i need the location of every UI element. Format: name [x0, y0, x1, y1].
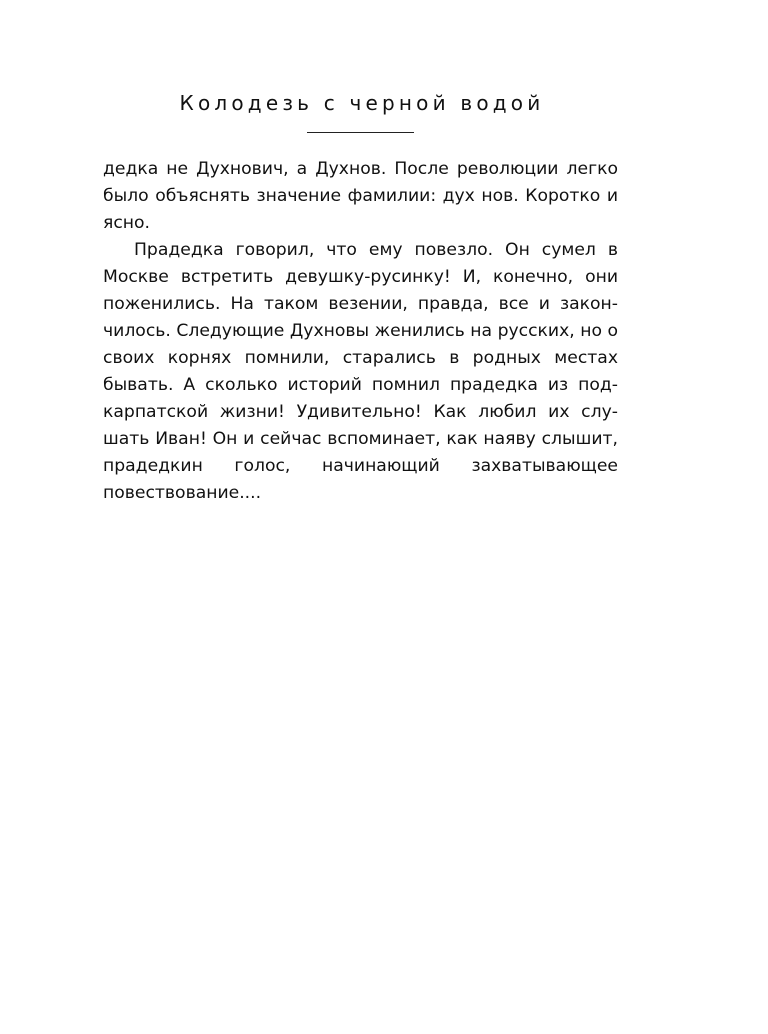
- paragraph-continuation: дедка не Духнович, а Духнов. После революции легко было объяснять значение фамилии: дух нов. Коротко и ясно.: [103, 159, 618, 233]
- running-title: Колодезь с черной водой: [179, 91, 545, 115]
- page-header: [0, 88, 720, 118]
- body-text: [103, 156, 618, 507]
- header-rule: [307, 132, 414, 133]
- paragraph: Прадедка говорил, что ему повезло. Он сумел в Москве встретить девушку-русинку! И, конечно, они поженились. На таком везении, правда, все и закончилось. Следующие Духновы женились на русских, но о своих корнях помнили, старались в родных местах бывать. А сколько историй помнил прадедка из подкарпатской жизни! Удивительно! Как любил их слушать Иван! Он и сейчас вспоминает, как наяву слышит, прадедкин голос, начинающий захватывающее повествование....: [103, 240, 618, 503]
